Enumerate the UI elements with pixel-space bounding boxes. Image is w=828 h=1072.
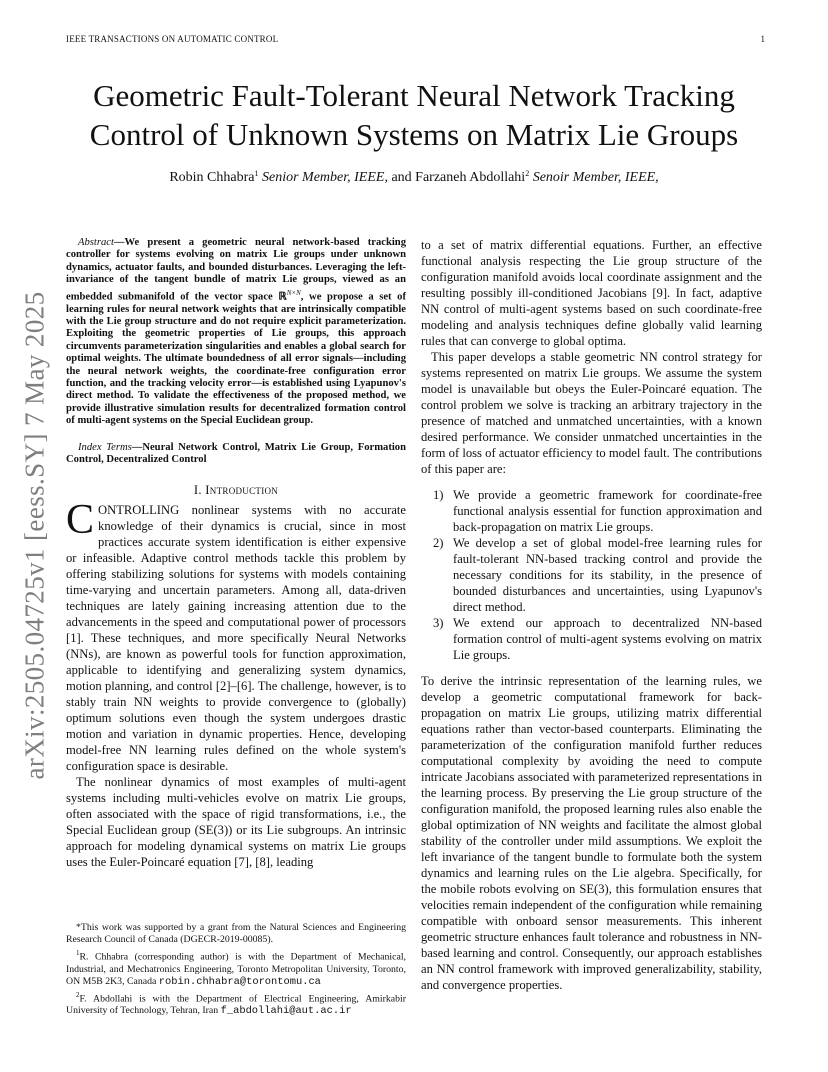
footnote-1-email: robin.chhabra@torontomu.ca (158, 975, 321, 988)
section-numeral: I. (193, 483, 206, 498)
author-2-role: Senoir Member, IEEE, (532, 170, 659, 185)
contributions-list (421, 487, 762, 663)
abstract-label: Abstract (78, 237, 114, 248)
index-terms (66, 442, 406, 467)
contribution-text: We extend our approach to decentralized NN-based formation control of multi-agent systems evolving on matrix Lie groups. (453, 616, 762, 662)
intro-paragraph-1 (66, 497, 406, 774)
footnotes (66, 922, 406, 1018)
index-terms-dash: — (131, 441, 143, 453)
index-terms-label: Index Terms (78, 441, 132, 453)
footnote-author-1 (66, 947, 406, 988)
abstract-math-space: ℝ (278, 291, 287, 303)
author-1-name: Robin Chhabra (169, 170, 255, 185)
title-line-1: Geometric Fault-Tolerant Neural Network Tracking (93, 78, 735, 113)
abstract-math-exponent: N×N (286, 288, 301, 297)
intro-paragraph-2: The nonlinear dynamics of most examples of multi-agent systems including multi-vehicles evolve on matrix Lie groups, often associated with the space of rigid transformations, i.e., the Special Euclidean group (SE(3)) or its Lie subgroups. An intrinsic approach for modeling dynamical systems on matrix Lie groups uses the Euler-Poincaré equation [7], [8], leading (66, 775, 406, 870)
index-terms-text: Neural Network Control, Matrix Lie Group, Formation Control, Decentralized Control (66, 441, 406, 466)
section-heading-introduction (66, 482, 406, 498)
author-2-affil: 2 (525, 169, 530, 178)
abstract (66, 237, 406, 428)
right-column (421, 237, 762, 993)
page-number: 1 (760, 34, 765, 44)
author-line (60, 170, 768, 186)
contribution-text: We provide a geometric framework for coordinate-free functional analysis essential for function approximation and back-propagation on matrix Lie groups. (453, 488, 762, 534)
drop-cap: C (66, 497, 95, 544)
contribution-text: We develop a set of global model-free learning rules for fault-tolerant NN-based tracking control and provide the necessary conditions for its stability, in the presence of bounded disturbances and uncertainties, using Lyapunov's direct method. (453, 536, 762, 614)
intro-paragraph-1-text: nonlinear systems with no accurate knowledge of their dynamics is crucial, since in most practices accurate system identification is either expensive or infeasible. Adaptive control methods tackle this problem by offering stabilizing solutions for systems with models containing time-varying and uncertain parameters. Among all, data-driven techniques are lately gaining increasing attention due to the advancements in the speed and computational power of processors [1]. These techniques, and more specifically Neural Networks (NNs), are known as powerful tools for function approximation, applicable to identifying and generalizing system dynamics, motion planning, and control [2]–[6]. The challenge, however, is to stably train NN weights to provide convergence to (globally) optimum solutions even though the system undergoes drastic motion and variation in dynamic properties. Hence, developing model-free NN learning rules defined on the whole system's configuration space is desirable. (66, 503, 406, 774)
footnote-1-text: R. Chhabra (corresponding author) is with the Department of Mechanical, Industrial, and Mechatronics Engineering, Toronto Metropolitan University, Toronto, ON M5B 2K3, Canada (66, 951, 406, 987)
paper-title (60, 76, 768, 154)
intro-caps: ONTROLLING (98, 503, 180, 518)
contribution-number: 3) (433, 616, 444, 630)
right-paragraph-3: To derive the intrinsic representation of the learning rules, we develop a geometric computational framework for back-propagation on matrix Lie groups, utilizing matrix differential equations rather than vector-based counterparts. Eliminating the parameterization of the configuration manifold further reduces computational complexity by avoiding the need to compute intricate Jacobians associated with parameterized representations in the learning process. By preserving the Lie group structure of the configuration manifold, the proposed learning rules also enable the global optimization of NN weights and facilitate the almost global stability of the controller under mild assumptions. We exploit the left invariance of the tangent bundle to formulate both the system dynamics and learning rules on the Lie algebra. Specifically, for the mobile robots evolving on SE(3), this formulation ensures that velocities remain independent of the configuration while remaining compatible with onboard sensor measurements. This inherent geometric structure enhances fault tolerance and robustness in NN-based learning and control. Consequently, our approach establishes an NN control framework with improved generalizability, stability, and convergence properties. (421, 674, 762, 992)
abstract-dash: — (113, 237, 125, 248)
author-1-role: Senior Member, IEEE, (261, 170, 388, 185)
abstract-text-1: We present a geometric neural network-based tracking controller for systems evolving on matrix Lie groups under unknown dynamics, actuator faults, and bounded disturbances. Leveraging the left-invariance of the tangent bundle of matrix Lie groups, viewed as an embedded submanifold of the vector space (66, 237, 406, 303)
author-2-name: Farzaneh Abdollahi (415, 170, 526, 185)
arxiv-stamp-container (10, 275, 60, 795)
left-column (66, 237, 406, 870)
contribution-item (421, 487, 762, 535)
contribution-number: 1) (433, 488, 444, 502)
arxiv-stamp: arXiv:2505.04725v1 [eess.SY] 7 May 2025 (19, 290, 50, 780)
title-line-2: Control of Unknown Systems on Matrix Lie Groups (89, 117, 739, 152)
running-header: IEEE TRANSACTIONS ON AUTOMATIC CONTROL (66, 34, 279, 44)
footnote-author-2 (66, 989, 406, 1017)
footnote-funding: *This work was supported by a grant from the Natural Sciences and Engineering Research Council of Canada (DGECR-2019-00085). (66, 922, 406, 946)
footnote-2-text: F. Abdollahi is with the Department of Electrical Engineering, Amirkabir University of Technology, Tehran, Iran (66, 993, 406, 1017)
contribution-number: 2) (433, 536, 444, 550)
contribution-item (421, 615, 762, 663)
section-title: Introduction (205, 483, 279, 498)
right-paragraph-2: This paper develops a stable geometric NN control strategy for systems represented on matrix Lie groups. We assume the system model is unavailable but obeys the Euler-Poincaré equation. The control problem we solve is tracking an arbitrary trajectory in the presence of matched and unmatched uncertainties, with a known desired performance. We consider unmatched uncertainties in the form of loss of actuator efficiency to model fault. The contributions of this paper are: (421, 350, 762, 476)
contribution-item (421, 535, 762, 615)
abstract-text-2: , we propose a set of learning rules for neural network weights that are intrinsically compatible with the Lie group structure and do not require explicit parameterization. Exploiting the geometric properties of Lie groups, this approach circumvents parameterization singularities and enables a global search for optimal weights. The ultimate boundedness of all error signals—including the neural network weights, the coordinate-free configuration error function, and the tracking velocity error—is established using Lyapunov's direct method. To validate the effectiveness of the proposed method, we provide illustrative simulation results for decentralized formation control of multi-agent systems on the Special Euclidean group. (66, 291, 406, 427)
footnote-2-email: f_abdollahi@aut.ac.ir (220, 1005, 352, 1018)
author-conjunction: and (391, 170, 412, 185)
right-paragraph-1: to a set of matrix differential equations. Further, an effective functional analysis respecting the Lie group structure of the configuration manifold avoids local coordinate assignment and the resulting possibly ill-conditioned Jacobians [9]. In fact, adaptive NN control of multi-agent systems based on such coordinate-free modeling and analysis techniques define globally valid learning rules that can converge to global optima. (421, 238, 762, 348)
author-1-affil: 1 (254, 169, 259, 178)
footnote-2-marker: 2 (76, 990, 80, 999)
footnote-1-marker: 1 (76, 949, 80, 958)
